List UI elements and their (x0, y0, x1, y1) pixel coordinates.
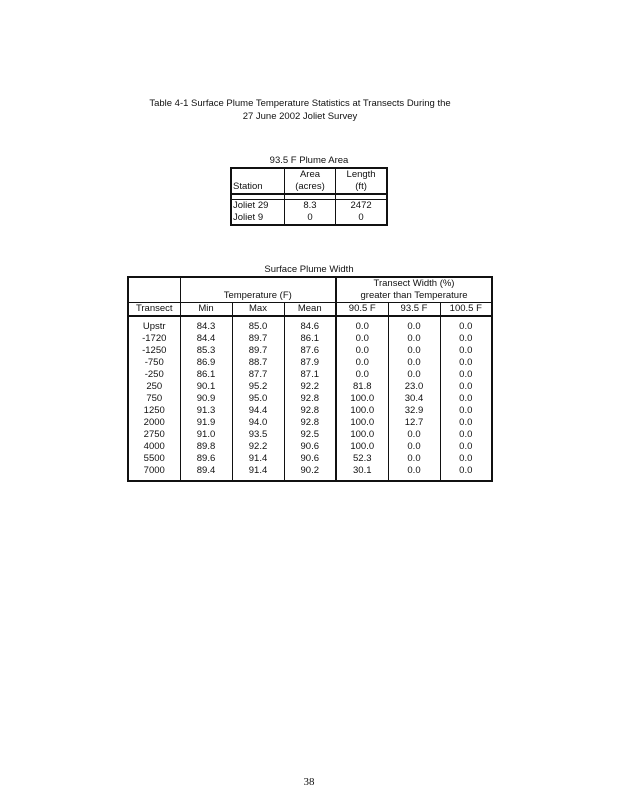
header-cell (128, 277, 180, 290)
transect-cell: 7000 (143, 465, 165, 476)
t2-cell: 12.7 (388, 417, 440, 429)
mean-cell: 87.9 (284, 357, 336, 369)
t3-cell: 0.0 (440, 381, 492, 393)
t1-cell: 0.0 (336, 345, 388, 357)
max-cell: 92.2 (232, 441, 284, 453)
transect-cell: Upstr (142, 321, 166, 332)
mean-cell: 92.8 (284, 405, 336, 417)
length-header-line2: (ft) (336, 181, 387, 194)
min-cell: 86.1 (180, 369, 232, 381)
t3-cell: 0.0 (440, 393, 492, 405)
header-cell (231, 168, 284, 181)
t2-cell: 30.4 (388, 393, 440, 405)
header-cell (180, 277, 336, 290)
station-header: Station (231, 181, 284, 194)
temperature-group-header: Temperature (F) (180, 290, 336, 303)
table-row (128, 393, 492, 405)
min-cell: 91.9 (180, 417, 232, 429)
min-cell: 89.8 (180, 441, 232, 453)
t1-cell: 100.0 (336, 441, 388, 453)
caption-line-1: Table 4-1 Surface Plume Temperature Statistics at Transects During the (149, 98, 451, 109)
t3-cell: 0.0 (440, 405, 492, 417)
mean-cell: 84.6 (284, 321, 336, 333)
t3-cell: 0.0 (440, 357, 492, 369)
mean-cell: 90.6 (284, 441, 336, 453)
min-cell: 91.0 (180, 429, 232, 441)
mean-cell: 90.6 (284, 453, 336, 465)
t2-cell: 0.0 (388, 465, 440, 477)
max-cell: 91.4 (232, 465, 284, 477)
transect-cell: 2750 (143, 429, 165, 440)
transect-cell: -750 (144, 357, 164, 368)
mean-cell: 92.8 (284, 417, 336, 429)
table-row (128, 417, 492, 429)
transect-cell: 1250 (143, 405, 165, 416)
t1-cell: 100.0 (336, 429, 388, 441)
min-cell: 91.3 (180, 405, 232, 417)
max-cell: 94.0 (232, 417, 284, 429)
table-row (231, 212, 387, 225)
t3-cell: 0.0 (440, 453, 492, 465)
t2-cell: 0.0 (388, 369, 440, 381)
table-row (128, 465, 492, 477)
mean-cell: 92.8 (284, 393, 336, 405)
t3-header: 100.5 F (440, 303, 492, 317)
min-cell: 84.3 (180, 321, 232, 333)
spacer-row (128, 477, 492, 481)
t1-cell: 0.0 (336, 357, 388, 369)
table-row (231, 200, 387, 213)
min-cell: 85.3 (180, 345, 232, 357)
max-cell: 89.7 (232, 345, 284, 357)
min-cell: 86.9 (180, 357, 232, 369)
t1-cell: 100.0 (336, 393, 388, 405)
t2-cell: 0.0 (388, 333, 440, 345)
mean-cell: 87.1 (284, 369, 336, 381)
t2-cell: 0.0 (388, 441, 440, 453)
width-group-header-line2: greater than Temperature (336, 290, 492, 303)
min-cell: 89.4 (180, 465, 232, 477)
transect-cell: 5500 (143, 453, 165, 464)
min-cell: 84.4 (180, 333, 232, 345)
max-cell: 91.4 (232, 453, 284, 465)
t3-cell: 0.0 (440, 333, 492, 345)
table-row (128, 321, 492, 333)
max-cell: 94.4 (232, 405, 284, 417)
t3-cell: 0.0 (440, 465, 492, 477)
t3-cell: 0.0 (440, 369, 492, 381)
area-table-title: 93.5 F Plume Area (269, 155, 349, 166)
header-cell (128, 290, 180, 303)
page-number: 38 (303, 776, 315, 788)
table-row (128, 381, 492, 393)
mean-header: Mean (284, 303, 336, 317)
plume-area-table (230, 167, 388, 226)
mean-cell: 86.1 (284, 333, 336, 345)
width-group-header-line1: Transect Width (%) (336, 277, 492, 290)
table-row (128, 333, 492, 345)
max-cell: 87.7 (232, 369, 284, 381)
transect-cell: 4000 (143, 441, 165, 452)
min-cell: 90.9 (180, 393, 232, 405)
t2-cell: 23.0 (388, 381, 440, 393)
length-cell: 0 (336, 212, 387, 225)
table-row (128, 405, 492, 417)
max-cell: 93.5 (232, 429, 284, 441)
min-cell: 89.6 (180, 453, 232, 465)
t3-cell: 0.0 (440, 345, 492, 357)
table-row (128, 453, 492, 465)
t1-cell: 100.0 (336, 417, 388, 429)
table-row (128, 429, 492, 441)
table-row (128, 357, 492, 369)
table-row (128, 369, 492, 381)
transect-cell: -1720 (142, 333, 167, 344)
area-header-line1: Area (284, 168, 335, 181)
transect-header: Transect (128, 303, 180, 317)
max-header: Max (232, 303, 284, 317)
t2-cell: 0.0 (388, 453, 440, 465)
t3-cell: 0.0 (440, 441, 492, 453)
mean-cell: 92.5 (284, 429, 336, 441)
t1-header: 90.5 F (336, 303, 388, 317)
t1-cell: 81.8 (336, 381, 388, 393)
group-header-row-1 (128, 277, 492, 290)
t3-cell: 0.0 (440, 429, 492, 441)
area-cell: 8.3 (284, 200, 335, 213)
t2-cell: 0.0 (388, 321, 440, 333)
plume-width-table (127, 276, 493, 482)
area-header-line2: (acres) (284, 181, 335, 194)
t2-cell: 0.0 (388, 357, 440, 369)
group-header-row-2 (128, 290, 492, 303)
max-cell: 95.0 (232, 393, 284, 405)
table-row (128, 441, 492, 453)
station-cell: Joliet 9 (233, 212, 264, 223)
t1-cell: 100.0 (336, 405, 388, 417)
length-cell: 2472 (336, 200, 387, 213)
t1-cell: 52.3 (336, 453, 388, 465)
area-header-row-2 (231, 181, 387, 194)
transect-cell: -250 (144, 369, 164, 380)
area-cell: 0 (284, 212, 335, 225)
station-cell: Joliet 29 (233, 200, 269, 211)
t1-cell: 0.0 (336, 369, 388, 381)
column-header-row (128, 303, 492, 317)
table-caption (120, 97, 480, 123)
transect-cell: -1250 (142, 345, 167, 356)
t1-cell: 30.1 (336, 465, 388, 477)
transect-cell: 250 (146, 381, 163, 392)
max-cell: 95.2 (232, 381, 284, 393)
t1-cell: 0.0 (336, 333, 388, 345)
area-header-row-1 (231, 168, 387, 181)
mean-cell: 92.2 (284, 381, 336, 393)
max-cell: 85.0 (232, 321, 284, 333)
max-cell: 88.7 (232, 357, 284, 369)
min-header: Min (180, 303, 232, 317)
length-header-line1: Length (336, 168, 387, 181)
t2-cell: 0.0 (388, 345, 440, 357)
transect-cell: 750 (146, 393, 163, 404)
transect-cell: 2000 (143, 417, 165, 428)
min-cell: 90.1 (180, 381, 232, 393)
caption-line-2: 27 June 2002 Joliet Survey (242, 111, 358, 122)
mean-cell: 90.2 (284, 465, 336, 477)
max-cell: 89.7 (232, 333, 284, 345)
t3-cell: 0.0 (440, 321, 492, 333)
t1-cell: 0.0 (336, 321, 388, 333)
width-table-title: Surface Plume Width (264, 264, 354, 275)
t2-cell: 0.0 (388, 429, 440, 441)
mean-cell: 87.6 (284, 345, 336, 357)
t2-header: 93.5 F (388, 303, 440, 317)
width-table-body (128, 321, 492, 477)
t3-cell: 0.0 (440, 417, 492, 429)
table-row (128, 345, 492, 357)
t2-cell: 32.9 (388, 405, 440, 417)
